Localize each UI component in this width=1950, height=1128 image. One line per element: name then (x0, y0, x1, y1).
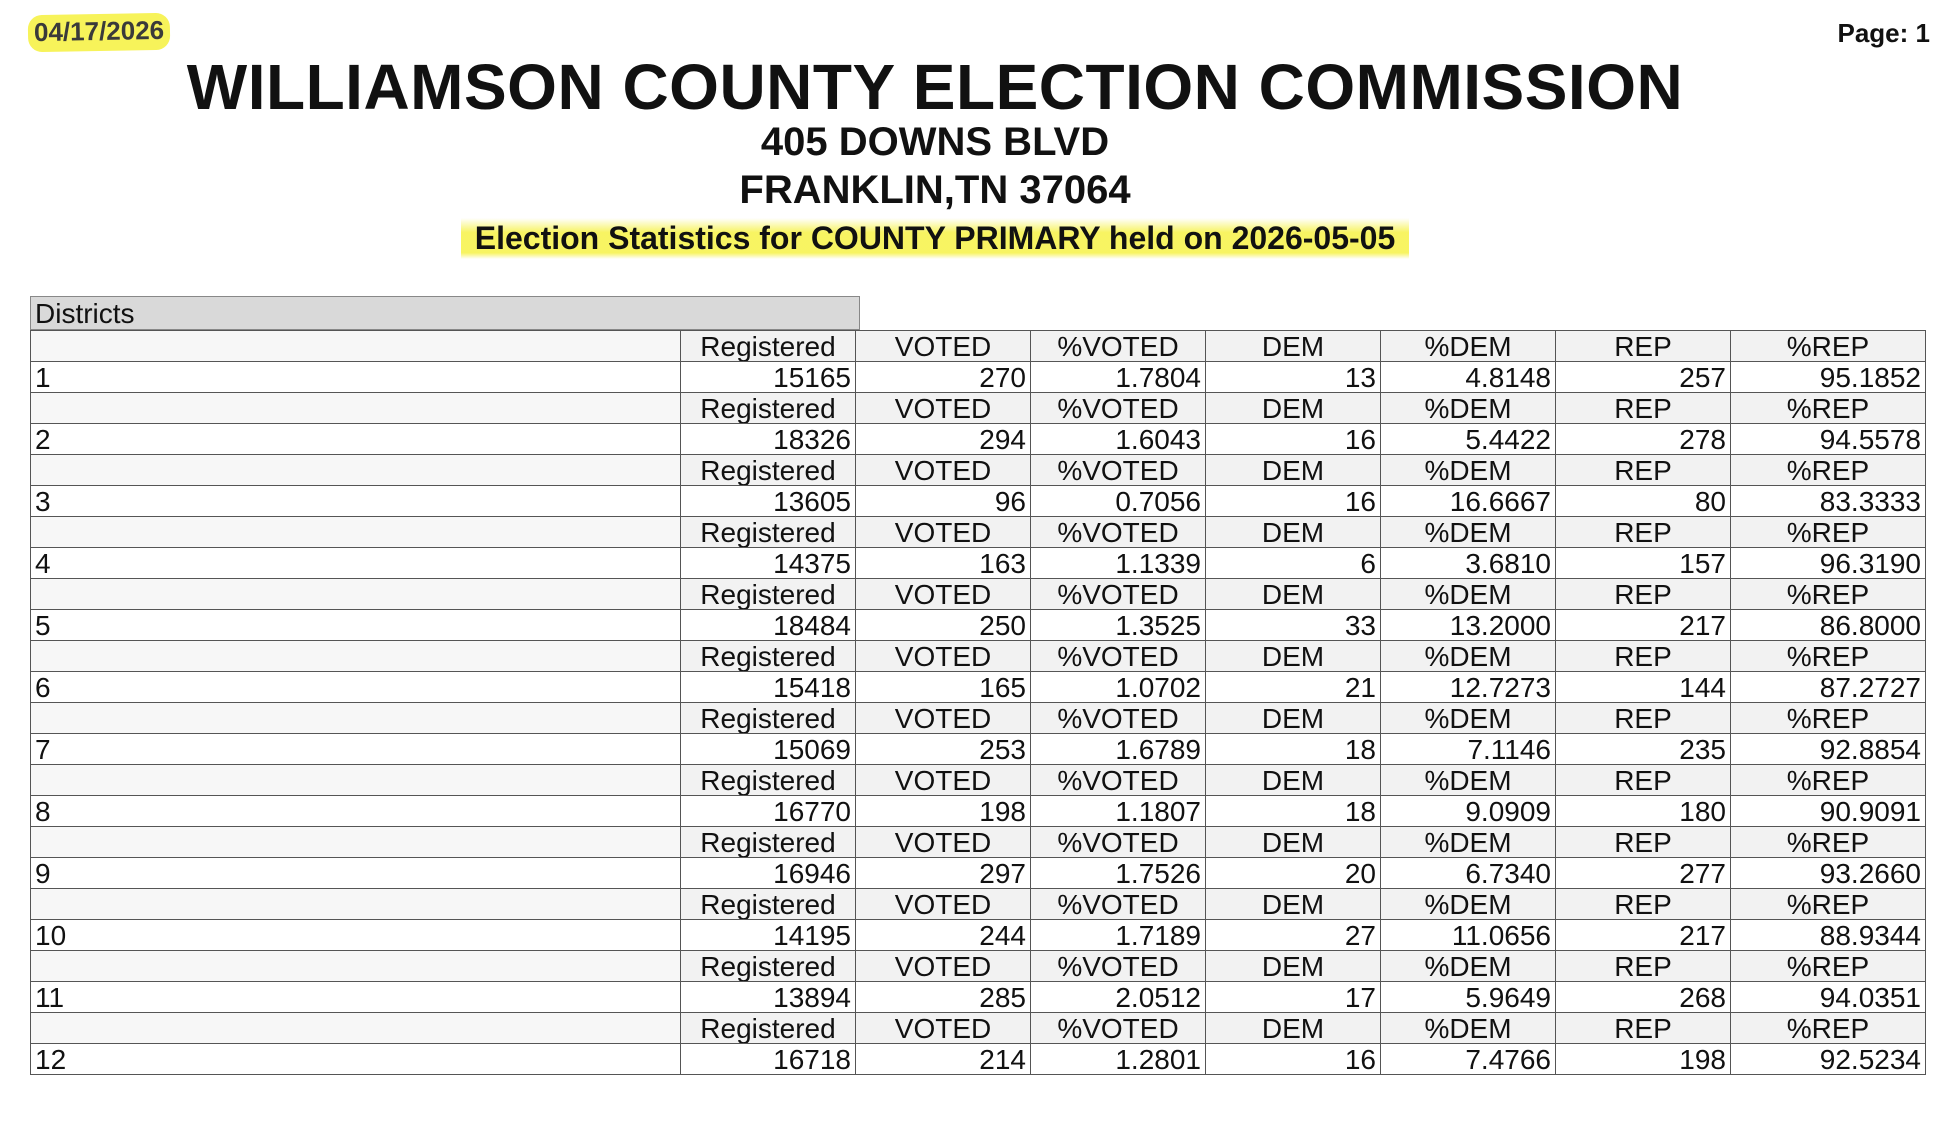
value-pct-dem: 7.4766 (1381, 1044, 1556, 1075)
column-header-rep: REP (1556, 765, 1731, 796)
column-header-registered: Registered (681, 827, 856, 858)
value-dem: 16 (1206, 424, 1381, 455)
district-statistics-table (30, 330, 1926, 1075)
value-pct-dem: 12.7273 (1381, 672, 1556, 703)
blank-cell (31, 827, 681, 858)
district-number: 4 (31, 548, 681, 579)
value-pct-dem: 16.6667 (1381, 486, 1556, 517)
district-number: 12 (31, 1044, 681, 1075)
column-header-pct-dem: %DEM (1381, 889, 1556, 920)
blank-cell (31, 703, 681, 734)
district-number: 8 (31, 796, 681, 827)
column-header-pct-voted: %VOTED (1031, 889, 1206, 920)
district-12-header-row (31, 1013, 1926, 1044)
district-9-header-row (31, 827, 1926, 858)
table-row (31, 982, 1926, 1013)
value-voted: 250 (856, 610, 1031, 641)
column-header-voted: VOTED (856, 393, 1031, 424)
column-header-rep: REP (1556, 641, 1731, 672)
column-header-dem: DEM (1206, 641, 1381, 672)
district-1-header-row (31, 331, 1926, 362)
value-voted: 285 (856, 982, 1031, 1013)
district-number: 9 (31, 858, 681, 889)
value-rep: 257 (1556, 362, 1731, 393)
value-pct-voted: 1.6789 (1031, 734, 1206, 765)
blank-cell (31, 641, 681, 672)
value-pct-rep: 94.5578 (1731, 424, 1926, 455)
column-header-registered: Registered (681, 703, 856, 734)
value-registered: 16718 (681, 1044, 856, 1075)
column-header-pct-voted: %VOTED (1031, 951, 1206, 982)
column-header-rep: REP (1556, 1013, 1731, 1044)
column-header-pct-rep: %REP (1731, 889, 1926, 920)
district-10-header-row (31, 889, 1926, 920)
column-header-dem: DEM (1206, 827, 1381, 858)
value-registered: 16946 (681, 858, 856, 889)
value-pct-rep: 88.9344 (1731, 920, 1926, 951)
column-header-pct-voted: %VOTED (1031, 579, 1206, 610)
column-header-pct-rep: %REP (1731, 765, 1926, 796)
value-pct-rep: 92.8854 (1731, 734, 1926, 765)
district-6-header-row (31, 641, 1926, 672)
blank-cell (31, 579, 681, 610)
value-dem: 27 (1206, 920, 1381, 951)
value-voted: 297 (856, 858, 1031, 889)
value-pct-dem: 9.0909 (1381, 796, 1556, 827)
column-header-pct-rep: %REP (1731, 331, 1926, 362)
column-header-rep: REP (1556, 951, 1731, 982)
value-pct-rep: 96.3190 (1731, 548, 1926, 579)
column-header-registered: Registered (681, 765, 856, 796)
value-pct-voted: 1.7189 (1031, 920, 1206, 951)
column-header-rep: REP (1556, 703, 1731, 734)
value-pct-dem: 5.4422 (1381, 424, 1556, 455)
value-dem: 20 (1206, 858, 1381, 889)
value-pct-voted: 1.2801 (1031, 1044, 1206, 1075)
column-header-pct-rep: %REP (1731, 703, 1926, 734)
column-header-registered: Registered (681, 889, 856, 920)
column-header-pct-rep: %REP (1731, 1013, 1926, 1044)
value-registered: 14375 (681, 548, 856, 579)
value-pct-rep: 93.2660 (1731, 858, 1926, 889)
table-row (31, 362, 1926, 393)
blank-cell (31, 765, 681, 796)
column-header-pct-dem: %DEM (1381, 579, 1556, 610)
value-voted: 253 (856, 734, 1031, 765)
value-dem: 6 (1206, 548, 1381, 579)
column-header-dem: DEM (1206, 1013, 1381, 1044)
table-row (31, 486, 1926, 517)
column-header-voted: VOTED (856, 889, 1031, 920)
report-title: WILLIAMSON COUNTY ELECTION COMMISSION (186, 51, 1684, 123)
table-row (31, 424, 1926, 455)
value-pct-dem: 5.9649 (1381, 982, 1556, 1013)
column-header-rep: REP (1556, 331, 1731, 362)
column-header-rep: REP (1556, 393, 1731, 424)
column-header-pct-rep: %REP (1731, 517, 1926, 548)
value-pct-voted: 0.7056 (1031, 486, 1206, 517)
value-dem: 13 (1206, 362, 1381, 393)
column-header-voted: VOTED (856, 765, 1031, 796)
column-header-pct-voted: %VOTED (1031, 455, 1206, 486)
column-header-voted: VOTED (856, 331, 1031, 362)
table-row (31, 1044, 1926, 1075)
blank-cell (31, 331, 681, 362)
column-header-pct-voted: %VOTED (1031, 703, 1206, 734)
value-voted: 270 (856, 362, 1031, 393)
value-rep: 180 (1556, 796, 1731, 827)
column-header-pct-rep: %REP (1731, 455, 1926, 486)
column-header-rep: REP (1556, 889, 1731, 920)
column-header-dem: DEM (1206, 703, 1381, 734)
column-header-pct-voted: %VOTED (1031, 1013, 1206, 1044)
table-row (31, 858, 1926, 889)
value-rep: 217 (1556, 920, 1731, 951)
column-header-pct-rep: %REP (1731, 827, 1926, 858)
value-voted: 165 (856, 672, 1031, 703)
value-pct-dem: 6.7340 (1381, 858, 1556, 889)
value-pct-dem: 13.2000 (1381, 610, 1556, 641)
value-voted: 96 (856, 486, 1031, 517)
value-pct-voted: 1.1339 (1031, 548, 1206, 579)
table-row (31, 672, 1926, 703)
value-dem: 16 (1206, 1044, 1381, 1075)
column-header-pct-dem: %DEM (1381, 703, 1556, 734)
value-dem: 18 (1206, 796, 1381, 827)
column-header-dem: DEM (1206, 889, 1381, 920)
column-header-registered: Registered (681, 331, 856, 362)
column-header-pct-voted: %VOTED (1031, 827, 1206, 858)
value-pct-rep: 90.9091 (1731, 796, 1926, 827)
value-voted: 214 (856, 1044, 1031, 1075)
column-header-registered: Registered (681, 517, 856, 548)
column-header-pct-dem: %DEM (1381, 827, 1556, 858)
value-rep: 157 (1556, 548, 1731, 579)
column-header-pct-voted: %VOTED (1031, 641, 1206, 672)
address-line-2: FRANKLIN,TN 37064 (739, 168, 1131, 212)
value-pct-voted: 2.0512 (1031, 982, 1206, 1013)
column-header-voted: VOTED (856, 827, 1031, 858)
district-3-header-row (31, 455, 1926, 486)
value-pct-dem: 4.8148 (1381, 362, 1556, 393)
district-2-header-row (31, 393, 1926, 424)
value-pct-voted: 1.7526 (1031, 858, 1206, 889)
value-pct-rep: 83.3333 (1731, 486, 1926, 517)
table-row (31, 548, 1926, 579)
column-header-pct-dem: %DEM (1381, 641, 1556, 672)
table-row (31, 796, 1926, 827)
value-rep: 278 (1556, 424, 1731, 455)
value-registered: 14195 (681, 920, 856, 951)
value-registered: 15418 (681, 672, 856, 703)
district-5-header-row (31, 579, 1926, 610)
value-pct-rep: 87.2727 (1731, 672, 1926, 703)
column-header-pct-rep: %REP (1731, 951, 1926, 982)
table-row (31, 610, 1926, 641)
value-rep: 277 (1556, 858, 1731, 889)
district-11-header-row (31, 951, 1926, 982)
column-header-dem: DEM (1206, 765, 1381, 796)
column-header-dem: DEM (1206, 579, 1381, 610)
value-dem: 16 (1206, 486, 1381, 517)
district-number: 5 (31, 610, 681, 641)
column-header-pct-dem: %DEM (1381, 331, 1556, 362)
address-line-1: 405 DOWNS BLVD (760, 120, 1110, 164)
column-header-dem: DEM (1206, 331, 1381, 362)
column-header-pct-rep: %REP (1731, 579, 1926, 610)
district-7-header-row (31, 703, 1926, 734)
column-header-pct-rep: %REP (1731, 641, 1926, 672)
report-date: 04/17/2026 (28, 13, 171, 52)
value-pct-voted: 1.0702 (1031, 672, 1206, 703)
value-voted: 198 (856, 796, 1031, 827)
column-header-rep: REP (1556, 455, 1731, 486)
report-subtitle: Election Statistics for COUNTY PRIMARY held on 2026-05-05 (461, 218, 1410, 259)
blank-cell (31, 1013, 681, 1044)
value-dem: 17 (1206, 982, 1381, 1013)
value-pct-voted: 1.7804 (1031, 362, 1206, 393)
value-rep: 144 (1556, 672, 1731, 703)
column-header-registered: Registered (681, 455, 856, 486)
column-header-pct-voted: %VOTED (1031, 331, 1206, 362)
value-dem: 21 (1206, 672, 1381, 703)
value-pct-voted: 1.6043 (1031, 424, 1206, 455)
column-header-pct-voted: %VOTED (1031, 765, 1206, 796)
column-header-pct-dem: %DEM (1381, 517, 1556, 548)
district-number: 11 (31, 982, 681, 1013)
value-voted: 294 (856, 424, 1031, 455)
column-header-registered: Registered (681, 641, 856, 672)
column-header-pct-dem: %DEM (1381, 455, 1556, 486)
column-header-dem: DEM (1206, 393, 1381, 424)
column-header-registered: Registered (681, 393, 856, 424)
table-row (31, 734, 1926, 765)
column-header-pct-voted: %VOTED (1031, 393, 1206, 424)
value-registered: 13894 (681, 982, 856, 1013)
value-pct-rep: 94.0351 (1731, 982, 1926, 1013)
table-row (31, 920, 1926, 951)
column-header-rep: REP (1556, 517, 1731, 548)
value-registered: 15069 (681, 734, 856, 765)
column-header-pct-rep: %REP (1731, 393, 1926, 424)
column-header-voted: VOTED (856, 455, 1031, 486)
value-pct-dem: 7.1146 (1381, 734, 1556, 765)
column-header-voted: VOTED (856, 703, 1031, 734)
value-rep: 217 (1556, 610, 1731, 641)
blank-cell (31, 951, 681, 982)
column-header-registered: Registered (681, 951, 856, 982)
district-number: 3 (31, 486, 681, 517)
table-body (31, 331, 1926, 1075)
blank-cell (31, 455, 681, 486)
page-number: Page: 1 (1837, 18, 1930, 48)
column-header-dem: DEM (1206, 951, 1381, 982)
district-number: 6 (31, 672, 681, 703)
value-pct-voted: 1.1807 (1031, 796, 1206, 827)
column-header-dem: DEM (1206, 517, 1381, 548)
value-pct-dem: 3.6810 (1381, 548, 1556, 579)
value-pct-rep: 86.8000 (1731, 610, 1926, 641)
district-8-header-row (31, 765, 1926, 796)
column-header-registered: Registered (681, 1013, 856, 1044)
value-pct-rep: 92.5234 (1731, 1044, 1926, 1075)
value-voted: 244 (856, 920, 1031, 951)
value-rep: 198 (1556, 1044, 1731, 1075)
value-registered: 16770 (681, 796, 856, 827)
value-rep: 268 (1556, 982, 1731, 1013)
blank-cell (31, 517, 681, 548)
column-header-voted: VOTED (856, 951, 1031, 982)
column-header-pct-voted: %VOTED (1031, 517, 1206, 548)
value-pct-rep: 95.1852 (1731, 362, 1926, 393)
value-voted: 163 (856, 548, 1031, 579)
value-pct-dem: 11.0656 (1381, 920, 1556, 951)
value-pct-voted: 1.3525 (1031, 610, 1206, 641)
value-rep: 235 (1556, 734, 1731, 765)
blank-cell (31, 393, 681, 424)
district-number: 2 (31, 424, 681, 455)
column-header-pct-dem: %DEM (1381, 1013, 1556, 1044)
column-header-voted: VOTED (856, 1013, 1031, 1044)
district-4-header-row (31, 517, 1926, 548)
column-header-voted: VOTED (856, 517, 1031, 548)
value-rep: 80 (1556, 486, 1731, 517)
value-dem: 18 (1206, 734, 1381, 765)
subtitle-container (0, 218, 1870, 259)
district-number: 7 (31, 734, 681, 765)
column-header-voted: VOTED (856, 579, 1031, 610)
column-header-registered: Registered (681, 579, 856, 610)
value-registered: 15165 (681, 362, 856, 393)
districts-section-header: Districts (30, 296, 860, 330)
column-header-rep: REP (1556, 579, 1731, 610)
district-number: 1 (31, 362, 681, 393)
value-registered: 18326 (681, 424, 856, 455)
column-header-dem: DEM (1206, 455, 1381, 486)
value-registered: 13605 (681, 486, 856, 517)
value-dem: 33 (1206, 610, 1381, 641)
column-header-pct-dem: %DEM (1381, 393, 1556, 424)
value-registered: 18484 (681, 610, 856, 641)
blank-cell (31, 889, 681, 920)
column-header-pct-dem: %DEM (1381, 765, 1556, 796)
district-number: 10 (31, 920, 681, 951)
column-header-pct-dem: %DEM (1381, 951, 1556, 982)
column-header-rep: REP (1556, 827, 1731, 858)
column-header-voted: VOTED (856, 641, 1031, 672)
